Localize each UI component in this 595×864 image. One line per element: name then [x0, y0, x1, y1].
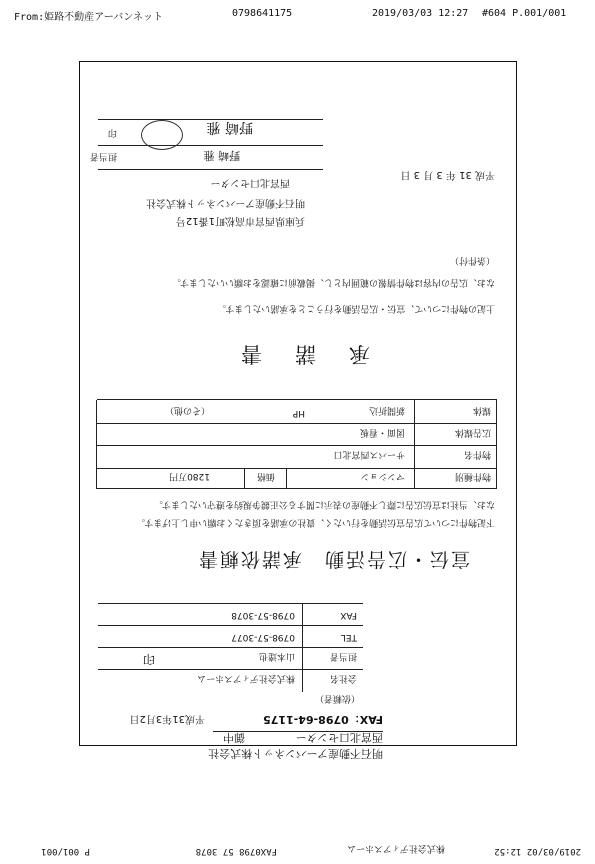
- sender-row-label: 会社名: [329, 673, 357, 683]
- request-intro: 下記物件について広告宣伝活動を行いたく、貴社の承諾を頂きたくお願い申し上げます。: [136, 517, 495, 527]
- sender-divider: [98, 647, 363, 648]
- table-border: [97, 445, 497, 446]
- consent-text: なお、広告の内容は物件情報の範囲内とし、掲載前に確認をお願いいたします。: [171, 277, 495, 287]
- property-row-label: 物件名: [463, 449, 491, 459]
- sender-row-value: 山本達也: [258, 651, 295, 661]
- request-intro: なお、当社は宣伝広告に際し不動産の表示に関する公正競争規約を遵守いたします。: [153, 499, 495, 509]
- consent-company: 明石不動産アーバンネット株式会社: [146, 197, 305, 208]
- table-column-line: [96, 400, 97, 489]
- table-column-line: [496, 400, 497, 489]
- form-frame: [79, 61, 517, 746]
- sender-label: （依頼者）: [314, 693, 360, 703]
- fax-footer-page: P 001/001: [41, 846, 90, 856]
- fax-datetime: 2019/03/03 12:27: [372, 8, 469, 19]
- sender-divider: [98, 669, 363, 670]
- table-border: [97, 488, 497, 489]
- recipient-fax: FAX：0798-64-1175: [263, 713, 383, 726]
- property-row-value: マンション: [360, 471, 405, 481]
- sender-row-label: FAX: [340, 610, 357, 620]
- request-date: 平成31年3月2日: [129, 713, 205, 724]
- consent-address: 兵庫県西宮市高松町1番12号: [175, 215, 305, 226]
- consent-title: 承 諾 書: [235, 342, 370, 366]
- consent-seal-stamp: [141, 120, 183, 150]
- consent-person-label: 担当者: [89, 151, 117, 161]
- property-row-value: サーパス西宮北口: [333, 449, 405, 459]
- recipient-stamp: 御中: [223, 731, 245, 744]
- sender-column-line: [302, 604, 303, 692]
- recipient-branch: 西宮北口センター: [295, 731, 383, 744]
- property-row-value: 新聞折込: [368, 405, 405, 415]
- property-row-label: 媒体: [472, 405, 491, 415]
- request-title: 宣伝・広告活動 承諾依頼書: [196, 548, 470, 570]
- table-column-line: [244, 469, 245, 489]
- sender-row-label: TEL: [340, 632, 357, 642]
- consent-divider: [98, 145, 323, 146]
- sender-seal: 印: [142, 652, 155, 666]
- table-column-line: [286, 469, 287, 489]
- sender-row-value: 0798-57-3077: [231, 632, 295, 642]
- table-border: [97, 423, 497, 424]
- fax-footer-number: FAX0798 57 3078: [195, 846, 277, 856]
- property-row-extra-label: 価格: [256, 471, 275, 481]
- fax-footer-sender: 株式会社ディアスホーム: [347, 843, 445, 853]
- table-border: [97, 468, 497, 469]
- consent-seal-label: 印: [107, 127, 117, 137]
- property-row-label: 広告媒体: [454, 427, 491, 437]
- consent-date: 平成 31 年 3 月 3 日: [400, 169, 495, 180]
- sender-row-value: 株式会社ディアスホーム: [197, 673, 295, 683]
- property-row-value: 図面・看板: [359, 427, 405, 437]
- table-column-line: [414, 400, 415, 489]
- property-row-label: 物件種別: [454, 471, 491, 481]
- property-row-extra-value: 1280万円: [169, 471, 210, 481]
- property-row-extra-label: HP: [292, 408, 305, 418]
- fax-number: 0798641175: [232, 8, 293, 19]
- fax-page: #604 P.001/001: [482, 8, 567, 19]
- sender-divider: [98, 625, 363, 626]
- consent-person: 野崎 雅: [203, 149, 240, 162]
- sender-divider: [98, 603, 363, 604]
- fax-footer-datetime: 2019/03/02 12:52: [494, 846, 581, 856]
- consent-divider: [98, 169, 323, 170]
- property-row-extra-value: （その他）: [164, 405, 210, 415]
- consent-branch: 西宮北口センター: [210, 177, 290, 188]
- recipient-underline: [213, 731, 383, 732]
- sender-row-value: 0798-57-3078: [231, 610, 295, 620]
- consent-text: 上記の物件について、宣伝・広告活動を行うことを承諾いたします。: [217, 303, 495, 313]
- consent-divider: [98, 119, 323, 120]
- recipient-company: 明石不動産アーバンネット株式会社: [208, 747, 383, 760]
- sender-row-label: 担当者: [329, 651, 357, 661]
- fax-from: From:姫路不動産アーバンネット: [14, 12, 164, 23]
- consent-signature: 野崎 雅: [206, 119, 253, 135]
- consent-condition: （条件付）: [449, 255, 495, 265]
- table-border: [97, 399, 497, 400]
